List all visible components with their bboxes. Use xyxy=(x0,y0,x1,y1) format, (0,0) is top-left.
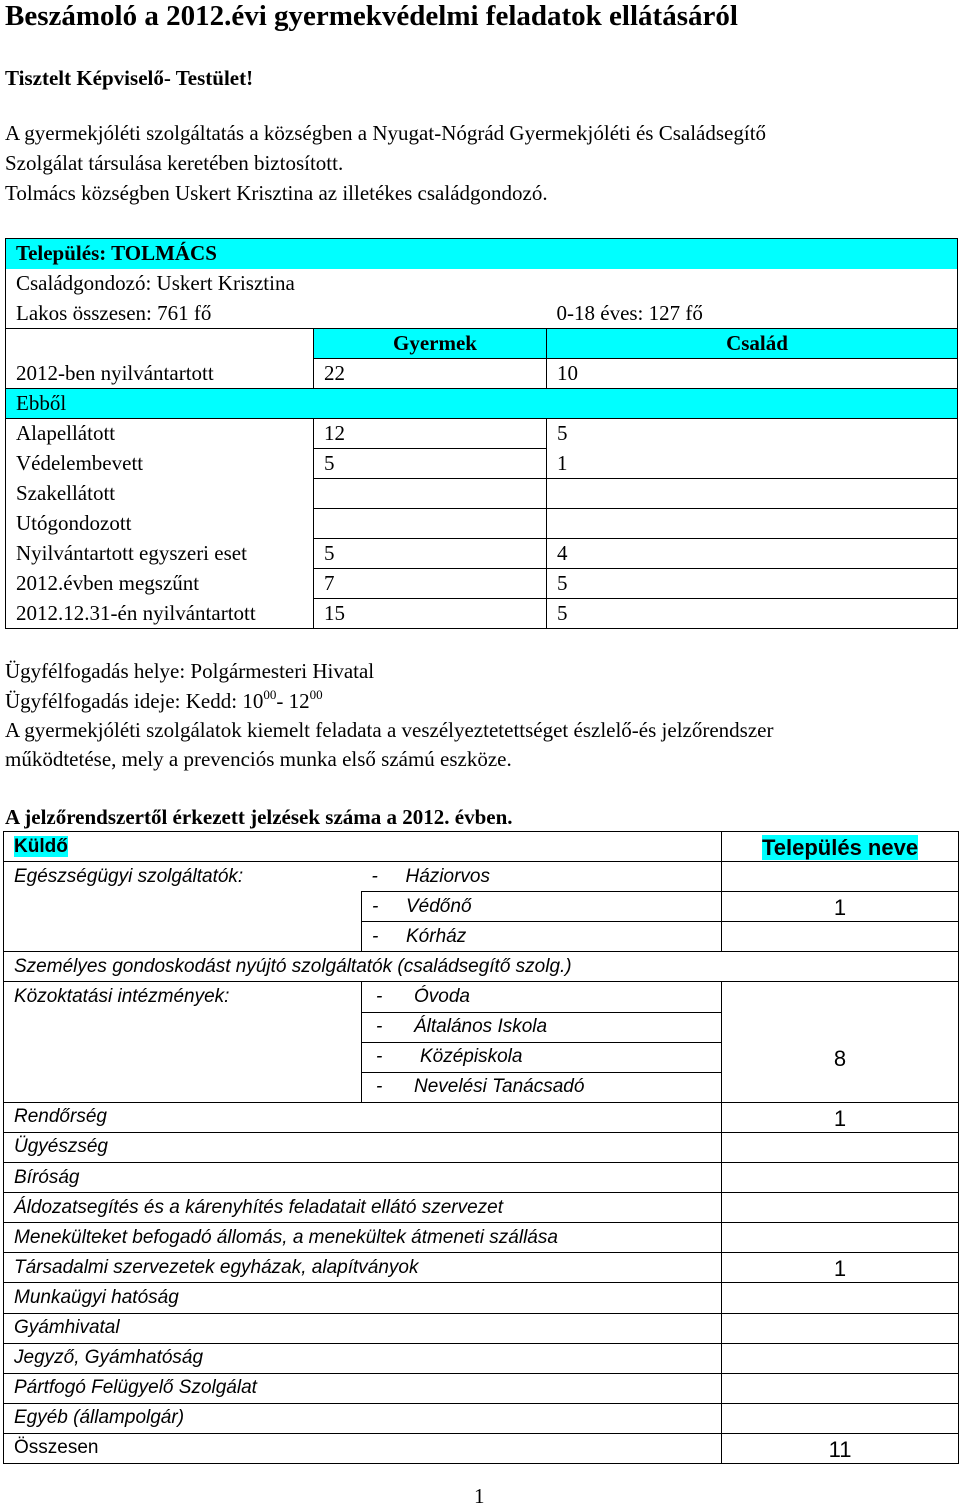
table-row: Alapellátott 12 5 xyxy=(6,419,958,449)
table-row: Szakellátott xyxy=(6,479,958,509)
settlement-name: Település: TOLMÁCS xyxy=(6,239,958,269)
table-row: - Kórház xyxy=(4,922,959,952)
paragraph-line-2: működtetése, mely a prevenciós munka első számú eszköze. xyxy=(5,747,512,771)
total-value: 11 xyxy=(722,1433,959,1463)
column-sender: Küldő xyxy=(4,832,722,862)
table-row: Nyilvántartott egyszeri eset 5 4 xyxy=(6,539,958,569)
table-row: Áldozatsegítés és a kárenyhítés feladatait ellátó szervezet xyxy=(4,1193,959,1223)
population-total: Lakos összesen: 761 fő xyxy=(6,299,547,329)
table-row: 2012.12.31-én nyilvántartott 15 5 xyxy=(6,599,958,629)
table-row: Társadalmi szervezetek egyházak, alapítványok 1 xyxy=(4,1253,959,1283)
table-row: Pártfogó Felügyelő Szolgálat xyxy=(4,1373,959,1403)
table-row: Utógondozott xyxy=(6,509,958,539)
table-row: 2012-ben nyilvántartott 22 10 xyxy=(6,359,958,389)
table-row: Egyéb (állampolgár) xyxy=(4,1403,959,1433)
intro-line-3: Tolmács községben Uskert Krisztina az illetékes családgondozó. xyxy=(5,181,548,205)
table-row: - Nevelési Tanácsadó xyxy=(4,1072,959,1102)
signals-table xyxy=(3,831,959,1464)
population-youth: 0-18 éves: 127 fő xyxy=(547,299,958,329)
column-family: Család xyxy=(547,329,958,359)
table-row: - Védőnő 1 xyxy=(4,892,959,922)
table-row: Egészségügyi szolgáltatók: - Háziorvos xyxy=(4,862,959,892)
signals-heading: A jelzőrendszertől érkezett jelzések száma a 2012. évben. xyxy=(5,805,513,829)
section-label: Ebből xyxy=(6,389,958,419)
total-row: Összesen 11 xyxy=(4,1433,959,1463)
table-row: Ügyészség xyxy=(4,1132,959,1162)
table-row: Jegyző, Gyámhatóság xyxy=(4,1343,959,1373)
table-row: Gyámhivatal xyxy=(4,1313,959,1343)
table-row: - Középiskola 8 xyxy=(4,1042,959,1072)
table-row: Védelembevett 5 1 xyxy=(6,449,958,479)
page-number: 1 xyxy=(474,1484,485,1508)
intro-line-2: Szolgálat társulása keretében biztosított. xyxy=(5,151,344,175)
settlement-statistics-table xyxy=(5,238,958,629)
reception-time: Ügyfélfogadás ideje: Kedd: $10^{00}-$ $12^{00}$ xyxy=(5,687,323,713)
table-row: Közoktatási intézmények: - Óvoda xyxy=(4,982,959,1012)
paragraph-line-1: A gyermekjóléti szolgálatok kiemelt feladata a veszélyeztetettséget észlelő-és jelzőrendszer xyxy=(5,718,774,742)
caseworker: Családgondozó: Uskert Krisztina xyxy=(6,269,958,299)
table-row: Személyes gondoskodást nyújtó szolgáltatók (családsegítő szolg.) xyxy=(4,952,959,982)
document-title: Beszámoló a 2012.évi gyermekvédelmi feladatok ellátásáról xyxy=(5,0,738,32)
table-row: Bíróság xyxy=(4,1163,959,1193)
salutation: Tisztelt Képviselő- Testület! xyxy=(5,66,254,90)
table-row: - Általános Iskola xyxy=(4,1012,959,1042)
column-settlement: Település neve xyxy=(722,832,959,862)
table-row: 2012.évben megszűnt 7 5 xyxy=(6,569,958,599)
table-row: Menekülteket befogadó állomás, a menekültek átmeneti szállása xyxy=(4,1223,959,1253)
table-row: Munkaügyi hatóság xyxy=(4,1283,959,1313)
reception-place: Ügyfélfogadás helye: Polgármesteri Hivatal xyxy=(5,659,375,683)
column-child: Gyermek xyxy=(314,329,547,359)
intro-line-1: A gyermekjóléti szolgáltatás a községben a Nyugat-Nógrád Gyermekjóléti és Családsegítő xyxy=(5,121,767,145)
table-row: Rendőrség 1 xyxy=(4,1102,959,1132)
